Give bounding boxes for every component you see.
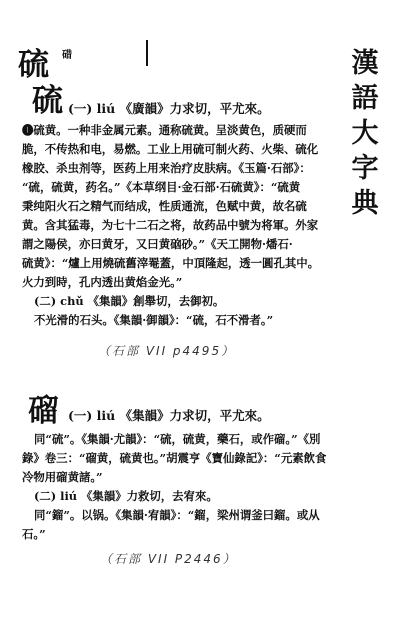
entry2-line: 同“硫”。《集韻·尤韻》：“硫，硫黄，藥石，或作磂。”《別 <box>34 432 321 446</box>
entry2-reading: (一) liú 《集韻》力求切，平尤來。 <box>68 408 270 423</box>
entry1-line: “硫，硫黄，药名。”《本草纲目·金石部·石硫黄》：“硫黄 <box>22 180 301 194</box>
book-title-char: 漢 <box>351 48 379 79</box>
book-title-char: 字 <box>351 153 379 184</box>
entry1-line: 硫黄》：“爐上用燒硫舊滓罨蓋，中頂隆起，透一圓孔其中。 <box>22 256 320 270</box>
book-title <box>350 46 380 221</box>
entry1-line: 脆，不传热和电，易燃。工业上用硫可制火药、火柴、硫化 <box>22 142 319 156</box>
entry1-line: (二) chǔ 《集韻》創舉切，去御初。 <box>34 294 225 308</box>
entry2-line: 石。” <box>22 527 46 541</box>
entry1-line: 火力到時，孔内透出黄焰金光。” <box>22 275 183 289</box>
entry1-line: 不光滑的石头。《集韻·御韻》：“硫，石不滑者。” <box>34 313 274 327</box>
entry2-line: 冷物用磂黄諸。” <box>22 470 103 484</box>
entry2-line: (二) liú 《集韻》力救切，去宥來。 <box>34 489 218 503</box>
entry2-head-character: 磂 <box>28 393 59 429</box>
entry1-line: ❶硫黄。一种非金属元素。通称硫黄。呈淡黄色，质硬而 <box>22 123 307 137</box>
entry2-line: 同“鎦”。以锅。《集韻·宥韻》：“鎦，梁州谓釜曰鎦。或从 <box>34 508 320 522</box>
entry1-line: 秉纯阳火石之精气而结成，性质通流，色赋中黄，故名硫 <box>22 199 307 213</box>
entry1-line: 黄。含其猛毒，为七十二石之将，故药品中號为将軍。外家 <box>22 218 319 232</box>
entry1-reading: (一) liú 《廣韻》力求切，平尤來。 <box>68 101 270 116</box>
column-divider <box>146 40 148 66</box>
corner-note: 碏 <box>62 50 72 61</box>
entry1-line: 橡胶、杀虫剂等，医药上用来治疗皮肤病。《玉篇·石部》： <box>22 161 311 175</box>
entry2-line: 錄》卷三：“磂黄，硫黄也。”胡震亨《寶仙錄記》：“元素飲食 <box>22 451 327 465</box>
entry1-pencil-note: （石部 VII p4495） <box>98 344 236 358</box>
book-title-char: 大 <box>351 118 379 149</box>
entry2-pencil-note: （石部 VII P2446） <box>100 552 237 566</box>
entry1-head-character: 硫 <box>32 83 63 119</box>
book-title-char: 語 <box>351 83 379 114</box>
book-title-char: 典 <box>351 188 379 219</box>
entry1-head-variant: 硫 <box>18 47 49 83</box>
entry1-line: 謂之陽侯，亦曰黄牙，又曰黄硇砂。”《天工開物·燔石· <box>22 237 293 251</box>
